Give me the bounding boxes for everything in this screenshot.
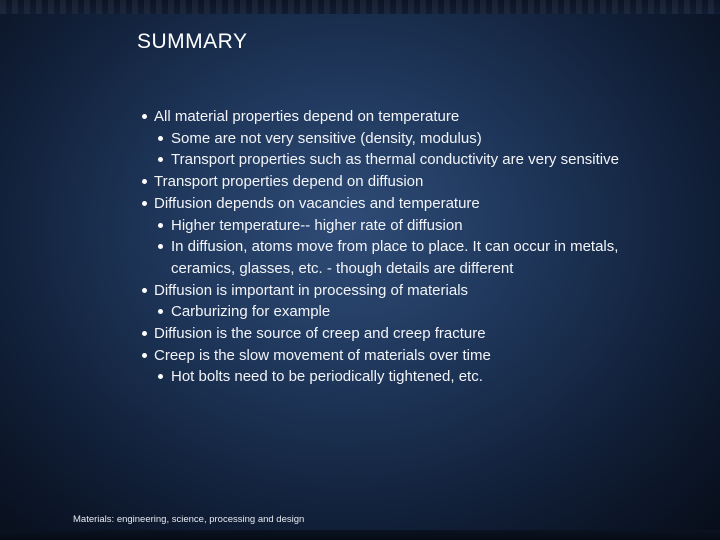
bullet-text: Diffusion depends on vacancies and temperature bbox=[154, 194, 480, 212]
bullet-item bbox=[140, 193, 640, 215]
bottom-decorative-band bbox=[0, 530, 720, 540]
sub-bullet-item bbox=[140, 149, 640, 171]
sub-bullet-text: Transport properties such as thermal conductivity are very sensitive bbox=[171, 151, 619, 169]
bullet-item bbox=[140, 106, 640, 128]
sub-bullet-text: Carburizing for example bbox=[171, 303, 331, 321]
bullet-dot-icon bbox=[158, 244, 163, 249]
bullet-dot-icon bbox=[158, 136, 163, 141]
bullet-dot-icon bbox=[158, 157, 163, 162]
sub-bullet-item bbox=[140, 215, 640, 237]
sub-bullet-item bbox=[140, 236, 640, 279]
sub-bullet-text: Some are not very sensitive (density, modulus) bbox=[171, 129, 482, 147]
bullet-text: All material properties depend on temperature bbox=[154, 108, 460, 125]
top-decorative-band bbox=[0, 0, 720, 14]
bullet-dot-icon bbox=[142, 201, 147, 206]
slide-title: SUMMARY bbox=[137, 30, 248, 53]
bullet-dot-icon bbox=[142, 353, 147, 358]
sub-bullet-text: Higher temperature-- higher rate of diffusion bbox=[171, 216, 463, 234]
bullet-list bbox=[140, 106, 640, 388]
bullet-dot-icon bbox=[158, 374, 163, 379]
bullet-text: Diffusion is the source of creep and creep fracture bbox=[154, 325, 486, 343]
bullet-text: Transport properties depend on diffusion bbox=[154, 173, 424, 191]
bullet-item bbox=[140, 280, 640, 302]
bullet-dot-icon bbox=[142, 179, 147, 184]
sub-bullet-text: In diffusion, atoms move from place to place. It can occur in metals, ceramics, glasses, etc. - though details are different bbox=[171, 238, 619, 277]
bullet-text: Diffusion is important in processing of materials bbox=[154, 281, 469, 299]
bullet-dot-icon bbox=[158, 223, 163, 228]
bullet-dot-icon bbox=[142, 288, 147, 293]
bullet-item bbox=[140, 171, 640, 193]
sub-bullet-item bbox=[140, 128, 640, 150]
bullet-dot-icon bbox=[158, 309, 163, 314]
bullet-text: Creep is the slow movement of materials over time bbox=[154, 346, 491, 364]
sub-bullet-item bbox=[140, 301, 640, 323]
slide-footer: Materials: engineering, science, processing and design bbox=[73, 514, 305, 525]
bullet-dot-icon bbox=[142, 114, 147, 119]
bullet-dot-icon bbox=[142, 331, 147, 336]
sub-bullet-item bbox=[140, 366, 640, 388]
bullet-item bbox=[140, 323, 640, 345]
bullet-item bbox=[140, 345, 640, 367]
sub-bullet-text: Hot bolts need to be periodically tightened, etc. bbox=[171, 368, 483, 386]
